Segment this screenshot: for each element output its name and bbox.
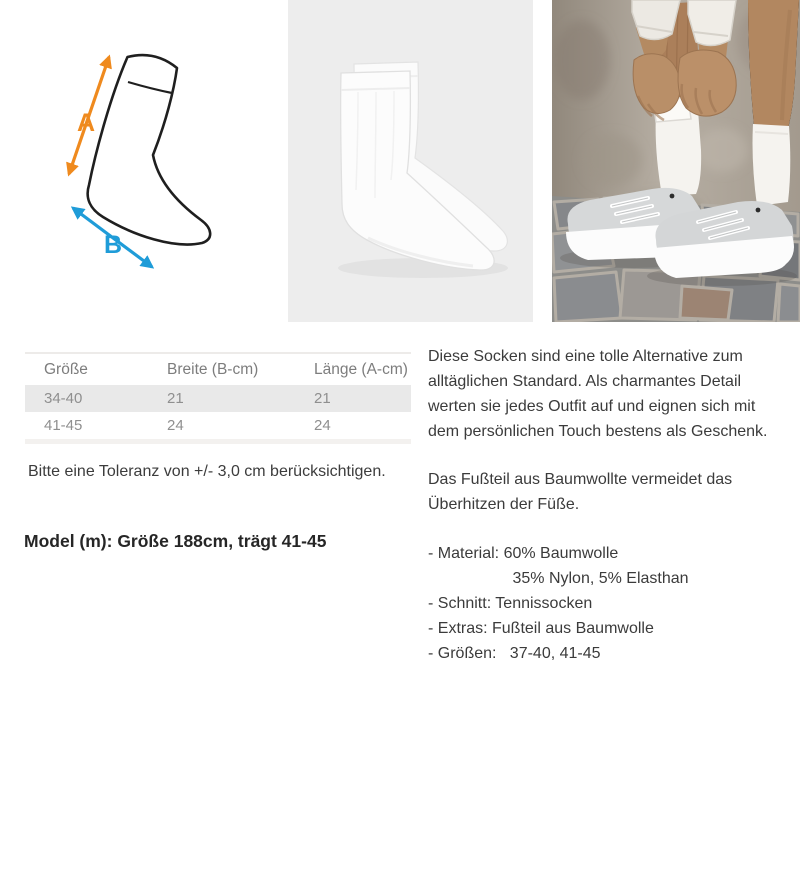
tolerance-note: Bitte eine Toleranz von +/- 3,0 cm berücksichtigen.	[28, 463, 386, 480]
lifestyle-photo	[552, 0, 800, 322]
description-paragraph-2: Das Fußteil aus Baumwollte vermeidet das Überhitzen der Füße.	[428, 471, 733, 513]
bullet-extras: - Extras: Fußteil aus Baumwolle	[428, 620, 654, 637]
size-table-header-row	[25, 353, 411, 385]
lifestyle-photo-illustration	[552, 0, 800, 322]
sock-outline-icon	[88, 55, 211, 244]
sock-measurement-diagram	[0, 0, 287, 330]
size-table-header-laenge: Länge (A-cm)	[295, 353, 411, 385]
description-paragraph-1: Diese Socken sind eine tolle Alternative zum alltäglichen Standard. Als charmantes Detail werten sie jedes Outfit auf und eignen sich mit dem persönlichen Touch bestens als Geschenk.	[428, 348, 768, 440]
bullet-groessen: - Größen: 37-40, 41-45	[428, 645, 601, 662]
model-note: Model (m): Größe 188cm, trägt 41-45	[24, 531, 327, 551]
bullet-material-2: 35% Nylon, 5% Elasthan	[428, 570, 689, 587]
bullet-schnitt: - Schnitt: Tennissocken	[428, 595, 593, 612]
product-photo-illustration	[288, 0, 533, 322]
sock-diagram-svg	[0, 0, 287, 330]
length-cell: 21	[295, 385, 411, 412]
product-description	[428, 344, 790, 666]
measure-a-label: A	[76, 109, 96, 137]
length-cell: 24	[314, 417, 331, 434]
size-table-header-groesse: Größe	[25, 353, 148, 385]
size-cell: 41-45	[44, 417, 83, 434]
product-photo-socks	[288, 0, 533, 322]
width-cell: 21	[148, 385, 295, 412]
size-table-header-breite: Breite (B-cm)	[148, 353, 295, 385]
size-table-row-41-45	[25, 412, 411, 442]
width-cell: 24	[167, 417, 184, 434]
size-table	[25, 352, 411, 444]
standing-leg-sock	[753, 124, 791, 206]
standing-leg	[748, 0, 799, 128]
size-cell: 34-40	[25, 385, 148, 412]
bullet-material: - Material: 60% Baumwolle	[428, 545, 619, 562]
measure-b-label: B	[103, 231, 123, 259]
size-table-row-34-40	[25, 385, 411, 412]
